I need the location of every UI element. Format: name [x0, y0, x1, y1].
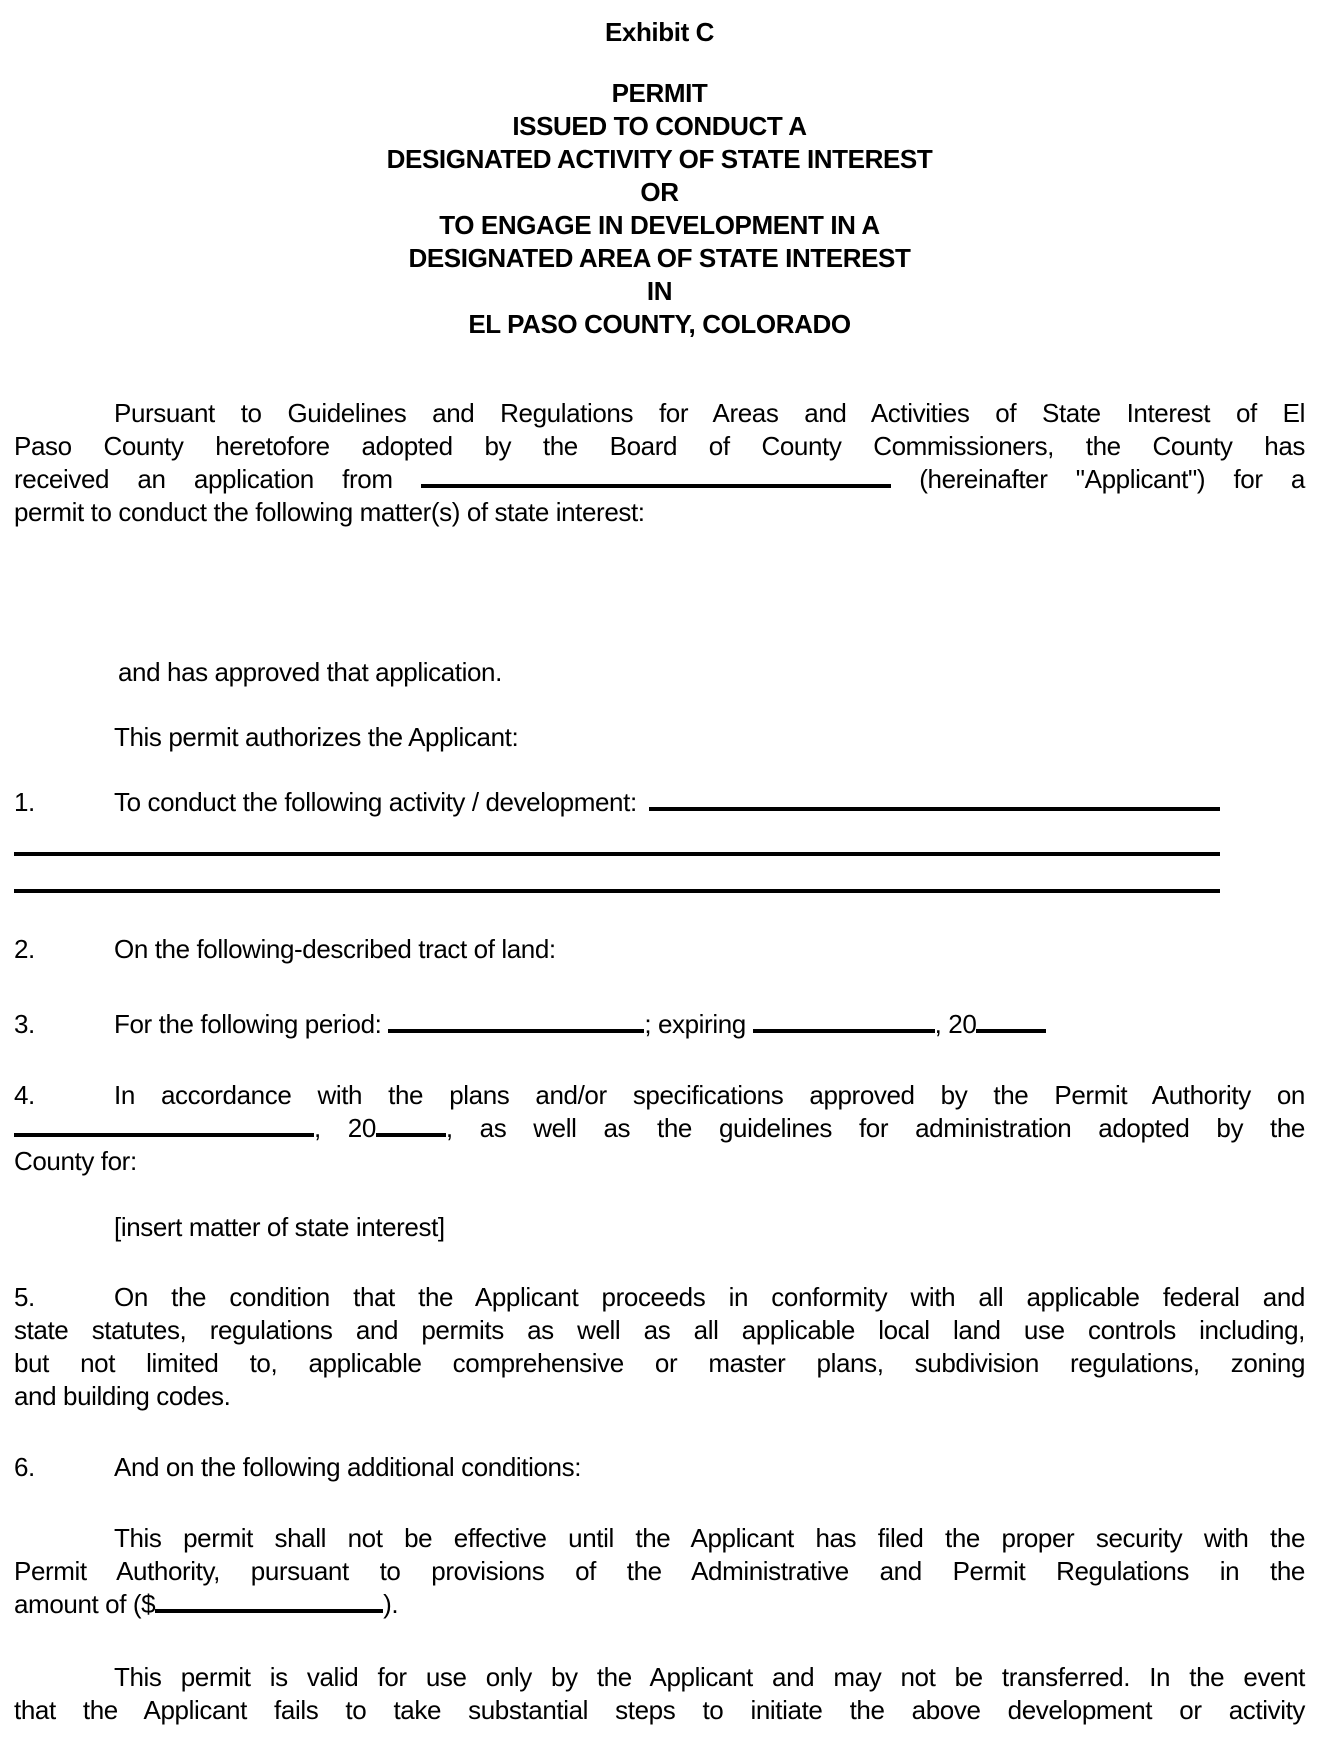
security-line-3: [14, 1588, 1305, 1621]
item-4-line-2: [14, 1112, 1305, 1145]
intro-line-2: Paso County heretofore adopted by the Board of County Commissioners, the County has: [14, 431, 1305, 461]
permit-item-6: [14, 1451, 1305, 1484]
period-field: [388, 1027, 644, 1033]
approval-date-field: [14, 1131, 314, 1137]
expiration-date-field: [753, 1027, 935, 1033]
title-line: ISSUED TO CONDUCT A: [512, 111, 807, 141]
security-amount-label: amount of ($: [14, 1589, 156, 1619]
transfer-paragraph: [14, 1661, 1305, 1727]
item-4-line-2-text: , as well as the guidelines for administration adopted by the: [445, 1113, 1305, 1143]
intro-line-1: Pursuant to Guidelines and Regulations for Areas and Activities of State Interest of El: [114, 398, 1305, 428]
title-line: PERMIT: [611, 78, 708, 108]
permit-title-block: [14, 77, 1305, 341]
item-5-label: On the condition that the Applicant proceeds in conformity with all applicable federal and: [114, 1282, 1305, 1312]
authorization-statement: This permit authorizes the Applicant:: [114, 722, 519, 752]
item-1-line: [14, 786, 1220, 819]
permit-item-5: [14, 1281, 1305, 1413]
title-line: OR: [640, 177, 679, 207]
security-amount-close: ).: [383, 1589, 399, 1619]
item-3-mid-1: ; expiring: [644, 1009, 746, 1039]
item-5-line-4: and building codes.: [14, 1381, 231, 1411]
item-3-mid-2: , 20: [934, 1009, 977, 1039]
item-1-number: 1.: [14, 787, 35, 817]
transfer-line-2: that the Applicant fails to take substantial steps to initiate the above development or activity: [14, 1695, 1305, 1725]
approved-statement: and has approved that application.: [118, 657, 502, 687]
item-1-label: To conduct the following activity / development:: [114, 787, 637, 817]
applicant-name-field: [421, 482, 891, 488]
item-4-number: 4.: [14, 1080, 35, 1110]
item-2-number: 2.: [14, 934, 35, 964]
intro-line-4: permit to conduct the following matter(s) of state interest:: [14, 497, 645, 527]
intro-line-3: [14, 463, 1305, 496]
item-5-number: 5.: [14, 1282, 35, 1312]
intro-line-3-text-after: (hereinafter "Applicant") for a: [919, 464, 1305, 494]
security-line-1: This permit shall not be effective until the Applicant has filed the proper security with the: [114, 1523, 1305, 1553]
permit-item-1: [14, 786, 1305, 893]
intro-line-3-text: received an application from: [14, 464, 393, 494]
item-2-label: On the following-described tract of land:: [114, 934, 556, 964]
item-6-number: 6.: [14, 1452, 35, 1482]
expiration-year-field: [976, 1027, 1046, 1033]
title-line: DESIGNATED AREA OF STATE INTEREST: [408, 243, 911, 273]
insert-matter-note: [insert matter of state interest]: [114, 1212, 445, 1242]
item-6-label: And on the following additional conditions:: [114, 1452, 582, 1482]
item-5-line-2: state statutes, regulations and permits as well as all applicable local land use controls including,: [14, 1315, 1305, 1345]
activity-field-line-3: [14, 856, 1220, 893]
item-4-line-3: County for:: [14, 1146, 137, 1176]
transfer-line-1: This permit is valid for use only by the Applicant and may not be transferred. In the event: [114, 1662, 1305, 1692]
approval-year-field: [376, 1131, 446, 1137]
title-line: DESIGNATED ACTIVITY OF STATE INTEREST: [386, 144, 933, 174]
item-5-line-3: but not limited to, applicable comprehensive or master plans, subdivision regulations, zoning: [14, 1348, 1305, 1378]
title-line: TO ENGAGE IN DEVELOPMENT IN A: [439, 210, 880, 240]
intro-paragraph: [14, 397, 1305, 529]
security-amount-field: [155, 1607, 383, 1613]
item-3-label: For the following period:: [114, 1009, 382, 1039]
security-line-2: Permit Authority, pursuant to provisions of the Administrative and Permit Regulations in the: [14, 1556, 1305, 1586]
security-paragraph: [14, 1522, 1305, 1621]
title-line: EL PASO COUNTY, COLORADO: [468, 309, 851, 339]
item-4-mid-1: , 20: [314, 1113, 376, 1143]
item-4-line-1: [14, 1079, 1305, 1112]
activity-field-line-1: [649, 805, 1220, 811]
title-line: IN: [646, 276, 673, 306]
exhibit-heading: Exhibit C: [604, 17, 715, 47]
permit-item-4: [14, 1079, 1305, 1178]
activity-field-line-2: [14, 819, 1220, 856]
item-5-line-1: [14, 1281, 1305, 1314]
permit-item-3: [14, 1008, 1305, 1041]
permit-item-2: [14, 933, 1305, 966]
item-4-label: In accordance with the plans and/or specifications approved by the Permit Authority on: [114, 1080, 1305, 1110]
item-3-number: 3.: [14, 1009, 35, 1039]
